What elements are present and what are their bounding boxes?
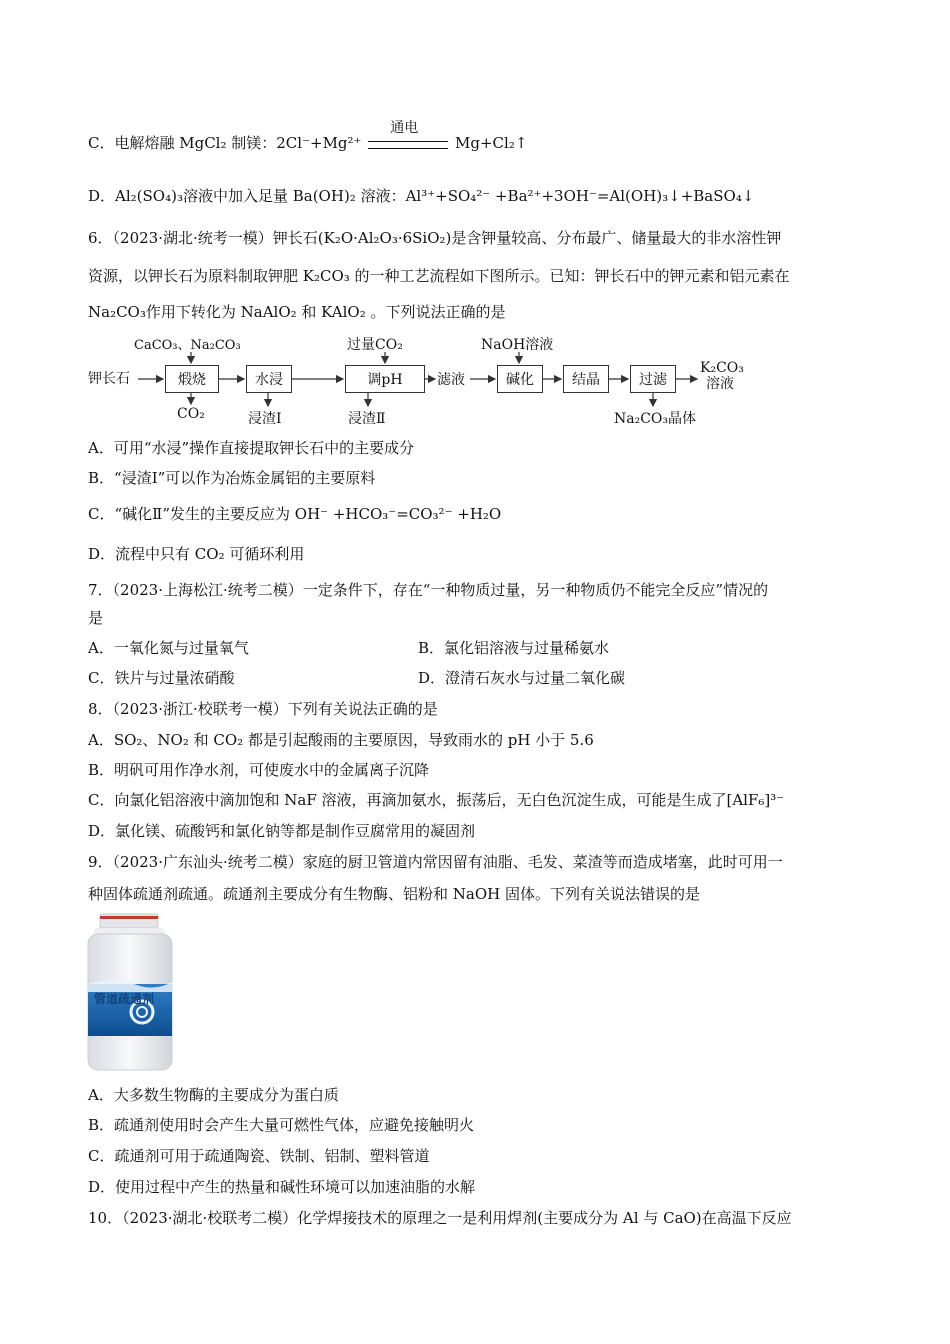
q9-option-c: C．疏通剂可用于疏通陶瓷、铁制、铝制、塑料管道 [88, 1147, 430, 1165]
q7-stem-line2: 是 [88, 609, 104, 627]
q5-option-d: D．Al₂(SO₄)₃溶液中加入足量 Ba(OH)₂ 溶液：Al³⁺+SO₄²⁻ +Ba²⁺+3OH⁻=Al(OH)₃↓+BaSO₄↓ [88, 187, 755, 205]
flow-box-calcine: 煅烧 [165, 365, 219, 393]
q6-stem-line2: 资源，以钾长石为原料制取钾肥 K₂CO₃ 的一种工艺流程如下图所示。已知：钾长石中的钾元素和铝元素在 [88, 267, 790, 285]
bottle-label-text: 管道疏通剂 [94, 992, 155, 1006]
q8-option-b: B．明矾可用作净水剂，可使废水中的金属离子沉降 [88, 761, 430, 779]
flow-end-k2co3: K₂CO₃ [700, 360, 744, 376]
q8-stem: 8．（2023·浙江·校联考一模）下列有关说法正确的是 [88, 700, 438, 718]
flow-input-4: NaOH溶液 [481, 337, 554, 353]
q8-option-c: C．向氯化铝溶液中滴加饱和 NaF 溶液，再滴加氨水，振荡后，无白色沉淀生成，可能是生成了[AlF₆]³⁻ [88, 791, 785, 809]
electrolysis-condition: 通电 [390, 120, 419, 136]
electrolysis-arrow [366, 120, 450, 154]
flow-box-leach: 水浸 [246, 365, 292, 393]
flow-end-solution: 溶液 [706, 376, 734, 392]
q7-option-b: B．氯化铝溶液与过量稀氨水 [418, 639, 610, 657]
flow-start: 钾长石 [88, 371, 130, 387]
q6-option-a: A．可用“水浸”操作直接提取钾长石中的主要成分 [88, 439, 415, 457]
q9-stem-line1: 9．（2023·广东汕头·统考二模）家庭的厨卫管道内常因留有油脂、毛发、菜渣等而造成堵塞，此时可用一 [88, 853, 783, 871]
flow-out-residue1: 浸渣Ⅰ [248, 411, 282, 427]
flow-input-1: CaCO₃、Na₂CO₃ [134, 338, 241, 353]
q10-stem: 10．（2023·湖北·校联考二模）化学焊接技术的原理之一是利用焊剂(主要成分为 Al 与 CaO)在高温下反应 [88, 1209, 792, 1227]
q9-option-d: D．使用过程中产生的热量和碱性环境可以加速油脂的水解 [88, 1178, 476, 1196]
q5-option-c [88, 120, 528, 154]
q6-option-c: C．“碱化Ⅱ”发生的主要反应为 OH⁻ +HCO₃⁻=CO₃²⁻ +H₂O [88, 505, 502, 523]
q9-option-b: B．疏通剂使用时会产生大量可燃性气体，应避免接触明火 [88, 1116, 475, 1134]
q6-option-d: D．流程中只有 CO₂ 可循环利用 [88, 545, 305, 563]
q7-option-a: A．一氧化氮与过量氧气 [88, 639, 249, 657]
flow-box-filter: 过滤 [630, 365, 676, 393]
q9-option-a: A．大多数生物酶的主要成分为蛋白质 [88, 1086, 339, 1104]
q5-c-products: Mg+Cl₂↑ [455, 134, 528, 152]
q5-c-text: C．电解熔融 MgCl₂ 制镁：2Cl⁻+Mg²⁺ [88, 134, 362, 152]
q7-stem-line1: 7．（2023·上海松江·统考二模）一定条件下，存在“一种物质过量，另一种物质仍不能完全反应”情况的 [88, 581, 769, 599]
flow-out-co2: CO₂ [177, 406, 205, 422]
flow-arrows [0, 328, 950, 428]
q6-stem-line1: 6．（2023·湖北·统考一模）钾长石(K₂O·Al₂O₃·6SiO₂)是含钾量较高、分布最广、储量最大的非水溶性钾 [88, 229, 782, 247]
q8-option-d: D．氯化镁、硫酸钙和氯化钠等都是制作豆腐常用的凝固剂 [88, 822, 476, 840]
flow-box-alkali: 碱化 [497, 365, 543, 393]
drain-cleaner-bottle-image [84, 912, 176, 1072]
q6-stem-line3: Na₂CO₃作用下转化为 NaAlO₂ 和 KAlO₂ 。下列说法正确的是 [88, 303, 506, 321]
q7-option-d: D．澄清石灰水与过量二氧化碳 [418, 669, 626, 687]
q8-option-a: A．SO₂、NO₂ 和 CO₂ 都是引起酸雨的主要原因，导致雨水的 pH 小于 5.6 [88, 731, 594, 749]
q6-option-b: B．“浸渣Ⅰ”可以作为冶炼金属铝的主要原料 [88, 469, 376, 487]
flow-out-na2co3: Na₂CO₃晶体 [614, 411, 697, 427]
q9-stem-line2: 种固体疏通剂疏通。疏通剂主要成分有生物酶、铝粉和 NaOH 固体。下列有关说法错误的是 [88, 885, 700, 903]
flow-input-3: 过量CO₂ [347, 337, 403, 353]
flow-out-residue2: 浸渣Ⅱ [348, 411, 386, 427]
flow-box-crystal: 结晶 [563, 365, 609, 393]
q7-option-c: C．铁片与过量浓硝酸 [88, 669, 235, 687]
flow-filtrate: 滤液 [437, 372, 465, 388]
process-flowchart [0, 328, 950, 428]
flow-box-ph: 调pH [345, 365, 425, 393]
